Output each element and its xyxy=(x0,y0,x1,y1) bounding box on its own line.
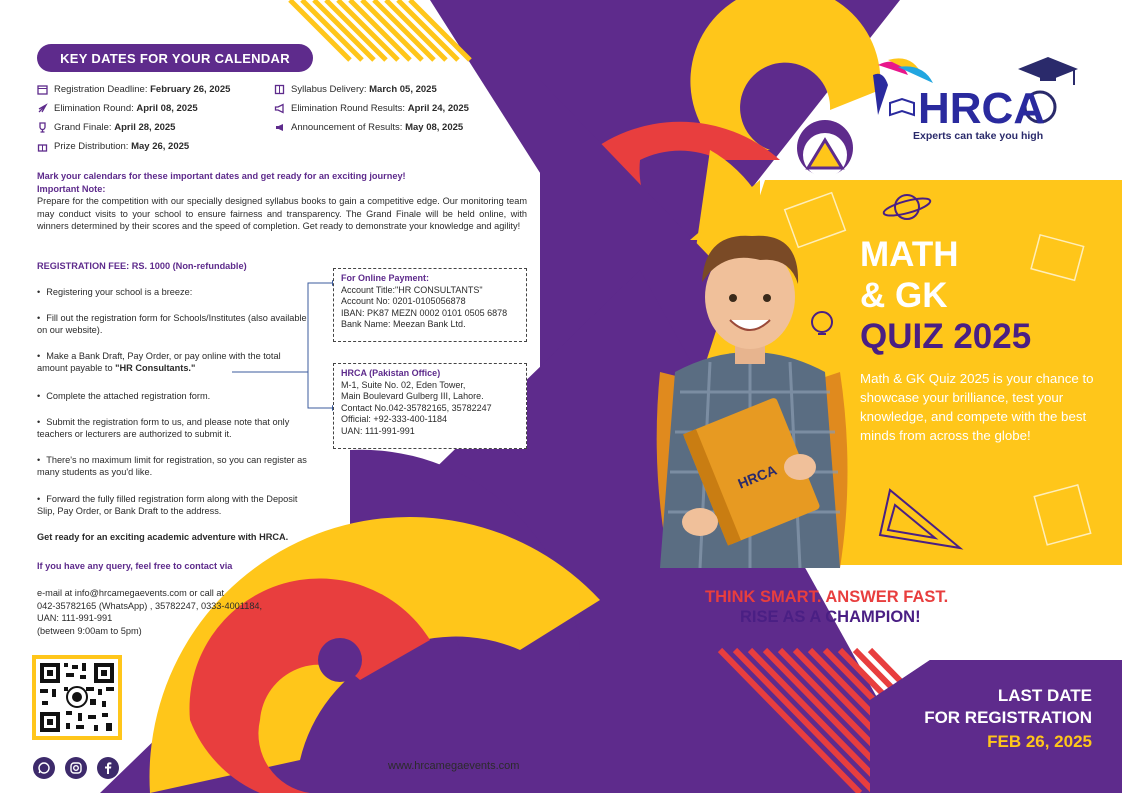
whatsapp-icon[interactable] xyxy=(33,757,55,779)
last-date-value: FEB 26, 2025 xyxy=(987,732,1092,751)
quiz-title-line2: & GK xyxy=(860,276,948,315)
key-dates-heading: KEY DATES FOR YOUR CALENDAR xyxy=(37,44,313,72)
slogan-line2: RISE AS A CHAMPION! xyxy=(740,608,921,626)
calendar-icon xyxy=(37,84,48,95)
calendar-reminder: Mark your calendars for these important dates and get ready for an exciting journey! xyxy=(37,171,406,181)
book-logo-text: HRCA xyxy=(735,461,780,492)
trophy-icon xyxy=(37,122,48,133)
list-item: • Submit the registration form to us, and please note that only teachers or lecturers are authorized to submit it. xyxy=(37,417,290,440)
slogan-line1: THINK SMART. ANSWER FAST. xyxy=(705,588,949,606)
gift-icon xyxy=(37,141,48,152)
quiz-title-line3: QUIZ 2025 xyxy=(860,317,1032,356)
announcement-icon xyxy=(274,122,285,133)
date-item: Announcement of Results: May 08, 2025 xyxy=(274,122,463,133)
list-item: • Make a Bank Draft, Pay Order, or pay online with the total amount payable to "HR Consultants." xyxy=(37,351,281,374)
logo-text: HRCA xyxy=(918,84,1046,133)
contact-info: e-mail at info@hrcamegaevents.com or call at 042-35782165 (WhatsApp) , 35782247, 0333-4001184, UAN: 111-991-991 (between 9:00am to 5pm) xyxy=(37,588,263,636)
left-panel xyxy=(0,0,540,793)
date-item: Registration Deadline: February 26, 2025 xyxy=(37,84,230,95)
quiz-title-line1: MATH xyxy=(860,235,959,274)
important-note-section xyxy=(37,170,527,233)
registration-fee: REGISTRATION FEE: RS. 1000 (Non-refundable) xyxy=(37,261,247,271)
facebook-icon[interactable] xyxy=(97,757,119,779)
date-item: Prize Distribution: May 26, 2025 xyxy=(37,141,189,152)
book-icon xyxy=(274,84,285,95)
date-item: Elimination Round: April 08, 2025 xyxy=(37,103,198,114)
date-item: Grand Finale: April 28, 2025 xyxy=(37,122,175,133)
list-item: • There's no maximum limit for registration, so you can register as many students as you'd like. xyxy=(37,455,307,478)
social-links xyxy=(33,757,119,779)
list-item: • Forward the fully filled registration form along with the Deposit Slip, Pay Order, or Bank Draft to the address. xyxy=(37,494,298,517)
last-date-label: LAST DATE xyxy=(997,686,1092,705)
instagram-icon[interactable] xyxy=(65,757,87,779)
quiz-description: Math & GK Quiz 2025 is your chance to showcase your brilliance, test your knowledge, and compete with the best minds from across the globe! xyxy=(860,371,1094,443)
logo-tagline: Experts can take you high xyxy=(913,130,1044,142)
rocket-icon xyxy=(37,103,48,114)
list-item: • Fill out the registration form for Schools/Institutes (also available on our website). xyxy=(37,313,307,336)
important-note-text: Prepare for the competition with our specially designed syllabus books to gain a competitive edge. Our monitoring team may conduct visits to your school to ensure fairness and transparency. The Grand Finale will be held online, with winners determined by their scores and the speed of completion. Get ready to demonstrate your knowledge and agility! xyxy=(37,196,527,232)
registration-label: FOR REGISTRATION xyxy=(924,708,1092,727)
online-payment-box: For Online Payment: Account Title:"HR CONSULTANTS" Account No: 0201-0105056878 IBAN: PK87 MEZN 0002 0101 0505 6878 Bank Name: Meezan Bank Ltd. xyxy=(333,268,527,342)
qr-code[interactable] xyxy=(32,655,122,740)
date-item: Syllabus Delivery: March 05, 2025 xyxy=(274,84,437,95)
list-item: • Registering your school is a breeze: xyxy=(37,287,193,297)
adventure-line: Get ready for an exciting academic adventure with HRCA. xyxy=(37,532,289,542)
megaphone-icon xyxy=(274,103,285,114)
query-line: If you have any query, feel free to contact via xyxy=(37,561,233,571)
date-item: Elimination Round Results: April 24, 2025 xyxy=(274,103,469,114)
important-note-label: Important Note: xyxy=(37,183,106,194)
student-photo xyxy=(640,222,860,568)
office-address-box: HRCA (Pakistan Office) M-1, Suite No. 02, Eden Tower, Main Boulevard Gulberg III, Lahore. Contact No.042-35782165, 35782247 Official: +92-333-400-1184 UAN: 111-991-991 xyxy=(333,363,527,449)
website-link[interactable]: www.hrcamegaevents.com xyxy=(388,760,520,772)
list-item: • Complete the attached registration form. xyxy=(37,391,211,401)
